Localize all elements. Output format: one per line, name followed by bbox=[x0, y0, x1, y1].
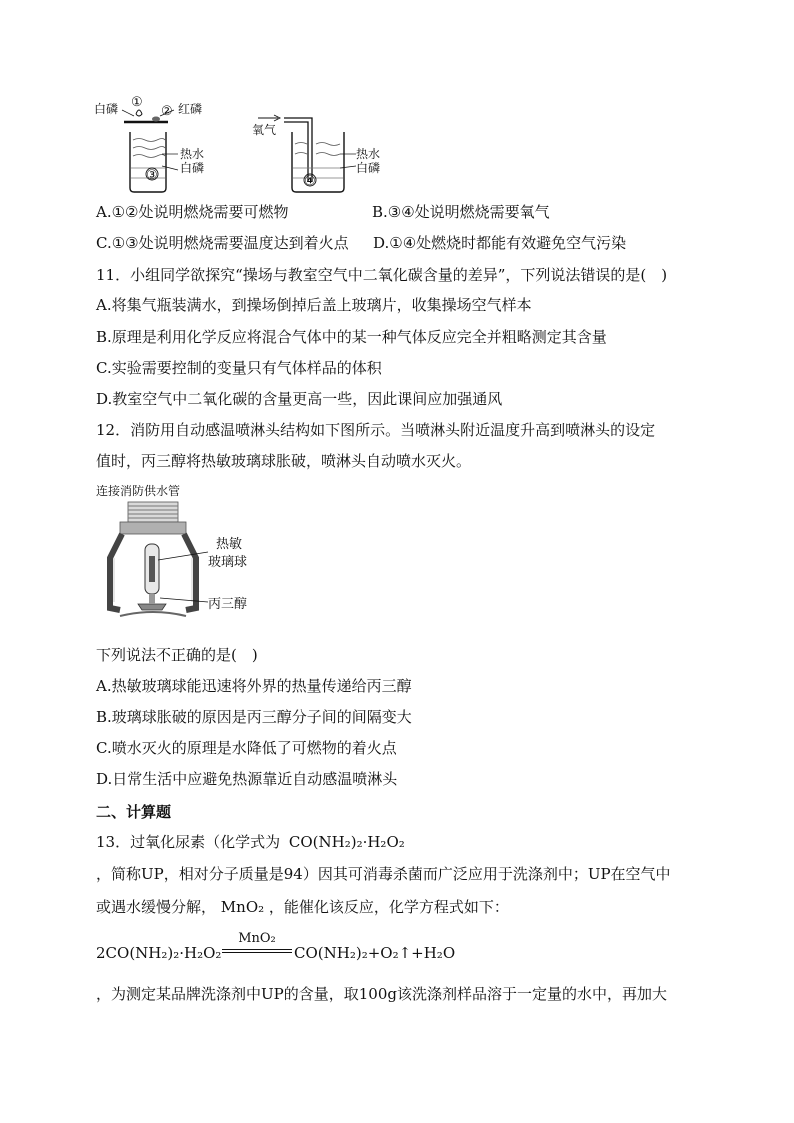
label-white-phosphorus-bottom-left: 白磷 bbox=[180, 161, 205, 175]
marker-1: ① bbox=[131, 95, 143, 110]
label-hot-water-right: 热水 bbox=[356, 147, 381, 161]
q10-option-c: C.①③处说明燃烧需要温度达到着火点 bbox=[96, 234, 349, 252]
q10-option-a: A.①②处说明燃烧需要可燃物 bbox=[96, 203, 289, 221]
q12-option-c: C.喷水灭火的原理是水降低了可燃物的着火点 bbox=[96, 739, 397, 757]
q13-line-3b: ，能催化该反应，化学方程式如下： bbox=[268, 898, 509, 916]
label-glass-bulb: 玻璃球 bbox=[208, 555, 248, 570]
marker-2: ② bbox=[161, 104, 173, 119]
q12-option-d: D.日常生活中应避免热源靠近自动感温喷淋头 bbox=[96, 770, 398, 788]
marker-4: ④ bbox=[304, 174, 316, 189]
q13-formula: CO(NH₂)₂·H₂O₂ bbox=[288, 833, 405, 851]
sprinkler-figure-caption: 连接消防供水管 bbox=[96, 484, 181, 498]
q11-option-d: D.教室空气中二氧化碳的含量更高一些，因此课间应加强通风 bbox=[96, 390, 503, 408]
equation-arrow bbox=[222, 932, 292, 953]
label-white-phosphorus-right: 白磷 bbox=[356, 161, 381, 175]
q12-stem-line-1: 12．消防用自动感温喷淋头结构如下图所示。当喷淋头附近温度升高到喷淋头的设定 bbox=[96, 421, 656, 439]
right-beaker bbox=[252, 115, 380, 192]
q13-intro bbox=[96, 832, 405, 852]
section-title-calculation: 二、计算题 bbox=[96, 803, 172, 821]
marker-3: ③ bbox=[146, 168, 158, 183]
q11-option-b: B.原理是利用化学反应将混合气体中的某一种气体反应完全并粗略测定其含量 bbox=[96, 328, 607, 346]
q12-question: 下列说法不正确的是( ) bbox=[96, 646, 258, 664]
q11-option-a: A.将集气瓶装满水，到操场倒掉后盖上玻璃片，收集操场空气样本 bbox=[96, 296, 532, 314]
equation-right: CO(NH₂)₂+O₂↑+H₂O bbox=[294, 944, 456, 962]
q13-catalyst: MnO₂ bbox=[220, 898, 265, 916]
equation-double-line bbox=[222, 949, 292, 953]
q13-line-3a: 或遇水缓慢分解， bbox=[96, 898, 217, 916]
q12-stem-line-2: 值时，丙三醇将热敏玻璃球胀破，喷淋头自动喷水灭火。 bbox=[96, 452, 472, 470]
label-glycerol: 丙三醇 bbox=[208, 597, 248, 612]
label-heat-sensitive: 热敏 bbox=[216, 537, 243, 552]
label-red-phosphorus: 红磷 bbox=[178, 102, 203, 116]
sprinkler-head-figure bbox=[100, 498, 270, 628]
q11-stem: 11．小组同学欲探究“操场与教室空气中二氧化碳含量的差异”，下列说法错误的是( ) bbox=[96, 266, 668, 284]
q11-option-c: C.实验需要控制的变量只有气体样品的体积 bbox=[96, 359, 382, 377]
label-white-phosphorus-top: 白磷 bbox=[94, 102, 119, 116]
equation-condition: MnO₂ bbox=[238, 931, 276, 946]
q12-option-b: B.玻璃球胀破的原因是丙三醇分子间的间隔变大 bbox=[96, 708, 412, 726]
q13-line-2: ，简称UP，相对分子质量是94）因其可消毒杀菌而广泛应用于洗涤剂中；UP在空气中 bbox=[96, 865, 671, 883]
q13-intro-text: 13．过氧化尿素（化学式为 bbox=[96, 833, 281, 851]
combustion-experiment-figure bbox=[94, 92, 394, 198]
label-hot-water-left: 热水 bbox=[180, 147, 205, 161]
q10-option-d: D.①④处燃烧时都能有效避免空气污染 bbox=[373, 234, 627, 252]
q10-option-b: B.③④处说明燃烧需要氧气 bbox=[372, 203, 550, 221]
q13-line-5: ，为测定某品牌洗涤剂中UP的含量，取100g该洗涤剂样品溶于一定量的水中，再加大 bbox=[96, 985, 667, 1003]
q13-line-3 bbox=[96, 897, 509, 917]
q12-option-a: A.热敏玻璃球能迅速将外界的热量传递给丙三醇 bbox=[96, 677, 412, 695]
equation-left: 2CO(NH₂)₂·H₂O₂ bbox=[96, 944, 222, 962]
left-beaker bbox=[94, 95, 204, 192]
label-oxygen: 氧气 bbox=[252, 123, 277, 137]
